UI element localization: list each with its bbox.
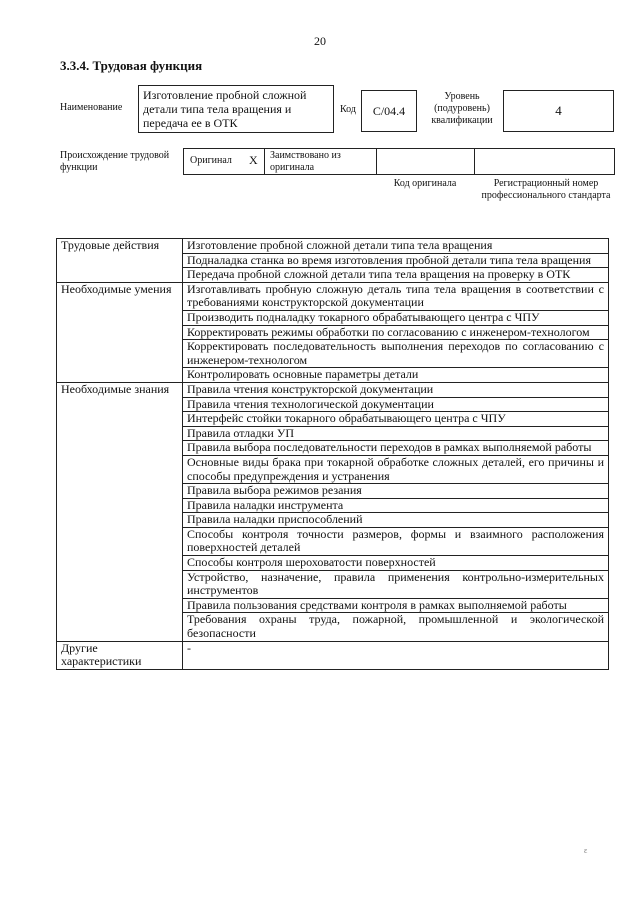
code-original-label: Код оригинала: [393, 178, 457, 189]
table-row: [57, 641, 609, 669]
section-title: 3.3.4. Трудовая функция: [60, 58, 203, 73]
item-cell: Способы контроля точности размеров, формы и взаимного расположения поверхностей деталей: [183, 527, 609, 555]
item-cell: Правила наладки приспособлений: [183, 513, 609, 528]
item-cell: Требования охраны труда, пожарной, промышленной и экологической безопасности: [183, 613, 609, 641]
item-cell: Правила чтения конструкторской документации: [183, 382, 609, 397]
item-cell: Способы контроля шероховатости поверхностей: [183, 556, 609, 571]
item-cell: Правила чтения технологической документации: [183, 397, 609, 412]
qualification-level-value: 4: [503, 90, 614, 132]
item-cell: -: [183, 641, 609, 669]
category-cell: Необходимые умения: [57, 282, 183, 382]
original-mark: X: [249, 153, 258, 167]
table-row: [57, 239, 609, 254]
item-cell: Устройство, назначение, правила применения контрольно-измерительных инструментов: [183, 570, 609, 598]
table-row: [57, 282, 609, 310]
reg-number-label: Регистрационный номер профессионального стандарта: [481, 178, 611, 201]
item-cell: Производить подналадку токарного обрабатывающего центра с ЧПУ: [183, 310, 609, 325]
name-label: Наименование: [60, 102, 123, 113]
item-cell: Основные виды брака при токарной обработке сложных деталей, его причины и способы предупреждения и устранения: [183, 455, 609, 483]
item-cell: Интерфейс стойки токарного обрабатывающего центра с ЧПУ: [183, 412, 609, 427]
item-cell: Правила наладки инструмента: [183, 498, 609, 513]
origin-box: [183, 148, 615, 175]
labor-function-table: [56, 238, 609, 670]
name-value: Изготовление пробной сложной детали типа тела вращения и передача ее в ОТК: [138, 85, 334, 133]
original-label: Оригинал: [190, 155, 232, 166]
origin-divider: [376, 149, 377, 174]
origin-divider: [474, 149, 475, 174]
code-value: С/04.4: [361, 90, 417, 132]
item-cell: Передача пробной сложной детали типа тела вращения на проверку в ОТК: [183, 268, 609, 283]
category-cell: Трудовые действия: [57, 239, 183, 283]
item-cell: Изготавливать пробную сложную деталь типа тела вращения в соответствии с требованиями конструкторской документации: [183, 282, 609, 310]
item-cell: Корректировать режимы обработки по согласованию с инженером-технологом: [183, 325, 609, 340]
qualification-level-label: Уровень (подуровень) квалификации: [431, 91, 493, 126]
category-cell: Другие характеристики: [57, 641, 183, 669]
borrowed-label: Заимствовано из оригинала: [270, 150, 341, 173]
scan-mark: ε: [584, 846, 588, 855]
table-row: [57, 382, 609, 397]
item-cell: Изготовление пробной сложной детали типа тела вращения: [183, 239, 609, 254]
item-cell: Правила выбора последовательности переходов в рамках выполняемой работы: [183, 441, 609, 456]
item-cell: Подналадка станка во время изготовления пробной детали типа тела вращения: [183, 253, 609, 268]
item-cell: Корректировать последовательность выполнения переходов по согласованию с инженером-технологом: [183, 340, 609, 368]
page-number: 20: [314, 34, 326, 48]
category-cell: Необходимые знания: [57, 382, 183, 641]
origin-label: Происхождение трудовой функции: [60, 150, 170, 173]
code-label: Код: [340, 104, 356, 115]
item-cell: Правила пользования средствами контроля в рамках выполняемой работы: [183, 598, 609, 613]
item-cell: Правила отладки УП: [183, 426, 609, 441]
item-cell: Контролировать основные параметры детали: [183, 368, 609, 383]
origin-divider: [264, 149, 265, 174]
item-cell: Правила выбора режимов резания: [183, 484, 609, 499]
